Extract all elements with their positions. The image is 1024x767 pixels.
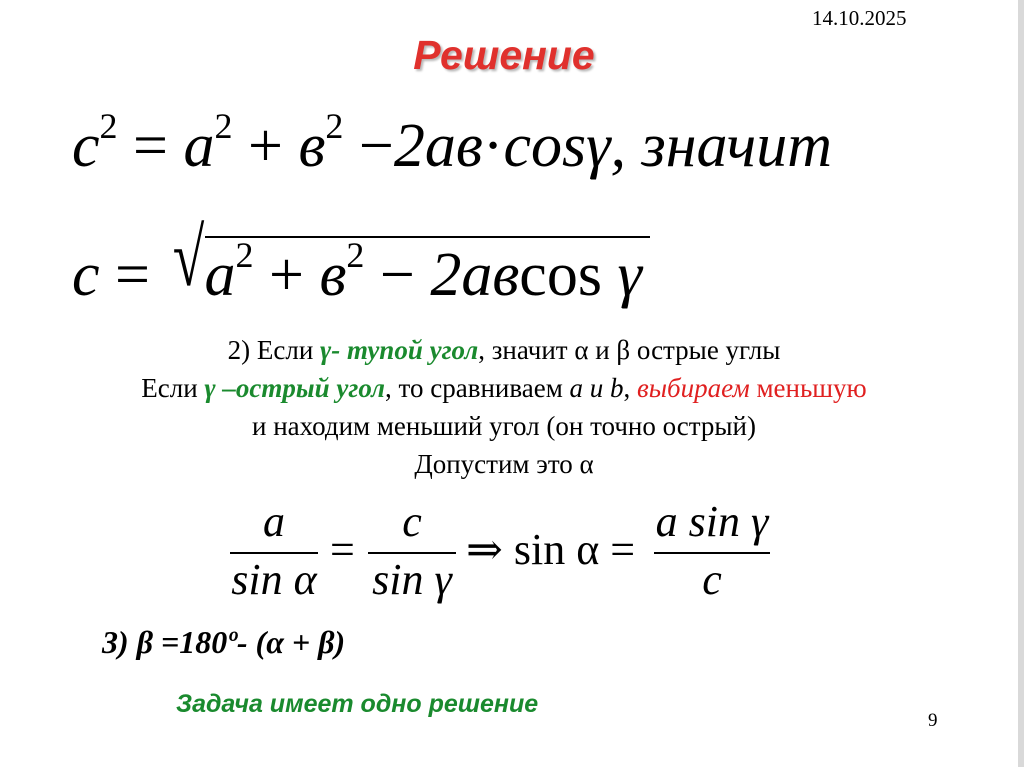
var-gamma: γ bbox=[617, 241, 642, 309]
numerator: a sin γ bbox=[655, 497, 769, 546]
slide-edge bbox=[1018, 0, 1024, 767]
denominator: sin α bbox=[231, 555, 317, 604]
side-c-formula bbox=[72, 212, 650, 309]
text-line-1 bbox=[0, 331, 1008, 369]
line1-post: , значит α и β острые углы bbox=[478, 335, 781, 365]
var-a: a bbox=[183, 112, 215, 180]
equals-sign: = bbox=[330, 525, 355, 574]
line1-pre: 2) Если bbox=[227, 335, 321, 365]
cos-func: cos bbox=[519, 241, 602, 309]
conclusion-text: Задача имеет одно решение bbox=[176, 690, 539, 718]
exp-2: 2 bbox=[99, 106, 118, 146]
minus-sign: − bbox=[379, 241, 415, 309]
slide-title: Решение bbox=[413, 32, 595, 78]
law-of-cosines-formula bbox=[72, 106, 833, 180]
exp-2: 2 bbox=[325, 106, 344, 146]
cos-func: cos bbox=[503, 112, 587, 180]
denominator: c bbox=[702, 555, 722, 604]
fraction-a-over-sin-alpha bbox=[230, 497, 318, 604]
minus-sign: − bbox=[358, 112, 394, 180]
var-b: в bbox=[319, 241, 347, 309]
exp-2: 2 bbox=[214, 106, 233, 146]
implies-sin-alpha: ⇒ sin α = bbox=[466, 525, 636, 574]
term-2ab: 2ав bbox=[430, 241, 520, 309]
acute-angle-note: γ –острый угол bbox=[204, 373, 386, 403]
var-c: c bbox=[72, 241, 100, 309]
denominator: sin γ bbox=[372, 555, 452, 604]
exp-2: 2 bbox=[235, 235, 254, 275]
step-3-formula: 3) β =180º- (α + β) bbox=[102, 624, 346, 660]
radicand bbox=[204, 235, 650, 309]
plus-sign: + bbox=[248, 112, 283, 180]
line2-comma: , bbox=[623, 373, 638, 403]
line2-mid: , то сравниваем bbox=[385, 373, 570, 403]
equals-sign: = bbox=[115, 241, 150, 309]
smaller-word: меньшую bbox=[749, 373, 867, 403]
term-2ab: 2ав bbox=[393, 112, 483, 180]
radical-sign: √ bbox=[172, 212, 204, 303]
fraction-asin-gamma-over-c bbox=[654, 497, 770, 604]
dot-operator: · bbox=[482, 112, 504, 180]
var-gamma: γ bbox=[586, 112, 611, 180]
formula-tail: , значит bbox=[610, 112, 833, 180]
slide-date: 14.10.2025 bbox=[812, 6, 907, 30]
equals-sign: = bbox=[133, 112, 168, 180]
fraction-c-over-sin-gamma bbox=[368, 497, 456, 604]
plus-sign: + bbox=[269, 241, 304, 309]
numerator: c bbox=[402, 497, 422, 546]
var-b: в bbox=[298, 112, 326, 180]
var-c: c bbox=[72, 112, 100, 180]
var-a: a bbox=[204, 241, 236, 309]
line2-pre: Если bbox=[141, 373, 205, 403]
text-line-3: и находим меньший угол (он точно острый) bbox=[252, 411, 756, 441]
page-number: 9 bbox=[928, 710, 938, 731]
choose-word: выбираем bbox=[637, 373, 750, 403]
text-line-4: Допустим это α bbox=[414, 449, 594, 479]
compare-ab: a и b bbox=[569, 373, 624, 403]
obtuse-angle-note: γ- тупой угол bbox=[320, 335, 479, 365]
exp-2: 2 bbox=[346, 235, 365, 275]
text-line-2 bbox=[0, 369, 1008, 407]
numerator: a bbox=[263, 497, 285, 546]
